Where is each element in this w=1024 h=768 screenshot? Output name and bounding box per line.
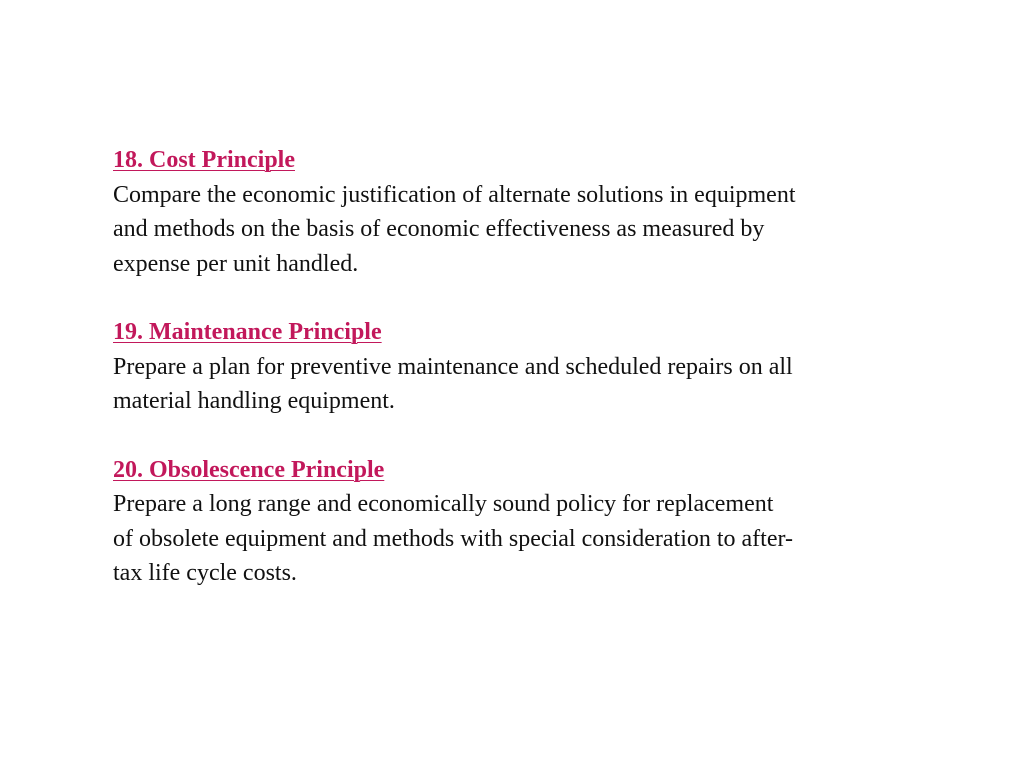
body-line: Prepare a long range and economically sound policy for replacement [113, 491, 774, 517]
section-maintenance-principle [113, 315, 953, 419]
section-heading: 20. Obsolescence Principle [113, 456, 385, 483]
body-line: tax life cycle costs. [113, 560, 297, 586]
slide-content [113, 143, 953, 625]
body-line: of obsolete equipment and methods with special consideration to after- [113, 525, 793, 552]
body-line: Compare the economic justification of alternate solutions in equipment [113, 181, 796, 208]
body-line: material handling equipment. [113, 388, 395, 414]
body-line: Prepare a plan for preventive maintenance and scheduled repairs on all [113, 353, 793, 380]
section-obsolescence-principle [113, 453, 953, 591]
body-line: and methods on the basis of economic effectiveness as measured by [113, 216, 765, 242]
body-line: expense per unit handled. [113, 250, 359, 277]
section-heading: 19. Maintenance Principle [113, 319, 382, 345]
section-cost-principle [113, 143, 953, 281]
section-heading: 18. Cost Principle [113, 147, 295, 173]
